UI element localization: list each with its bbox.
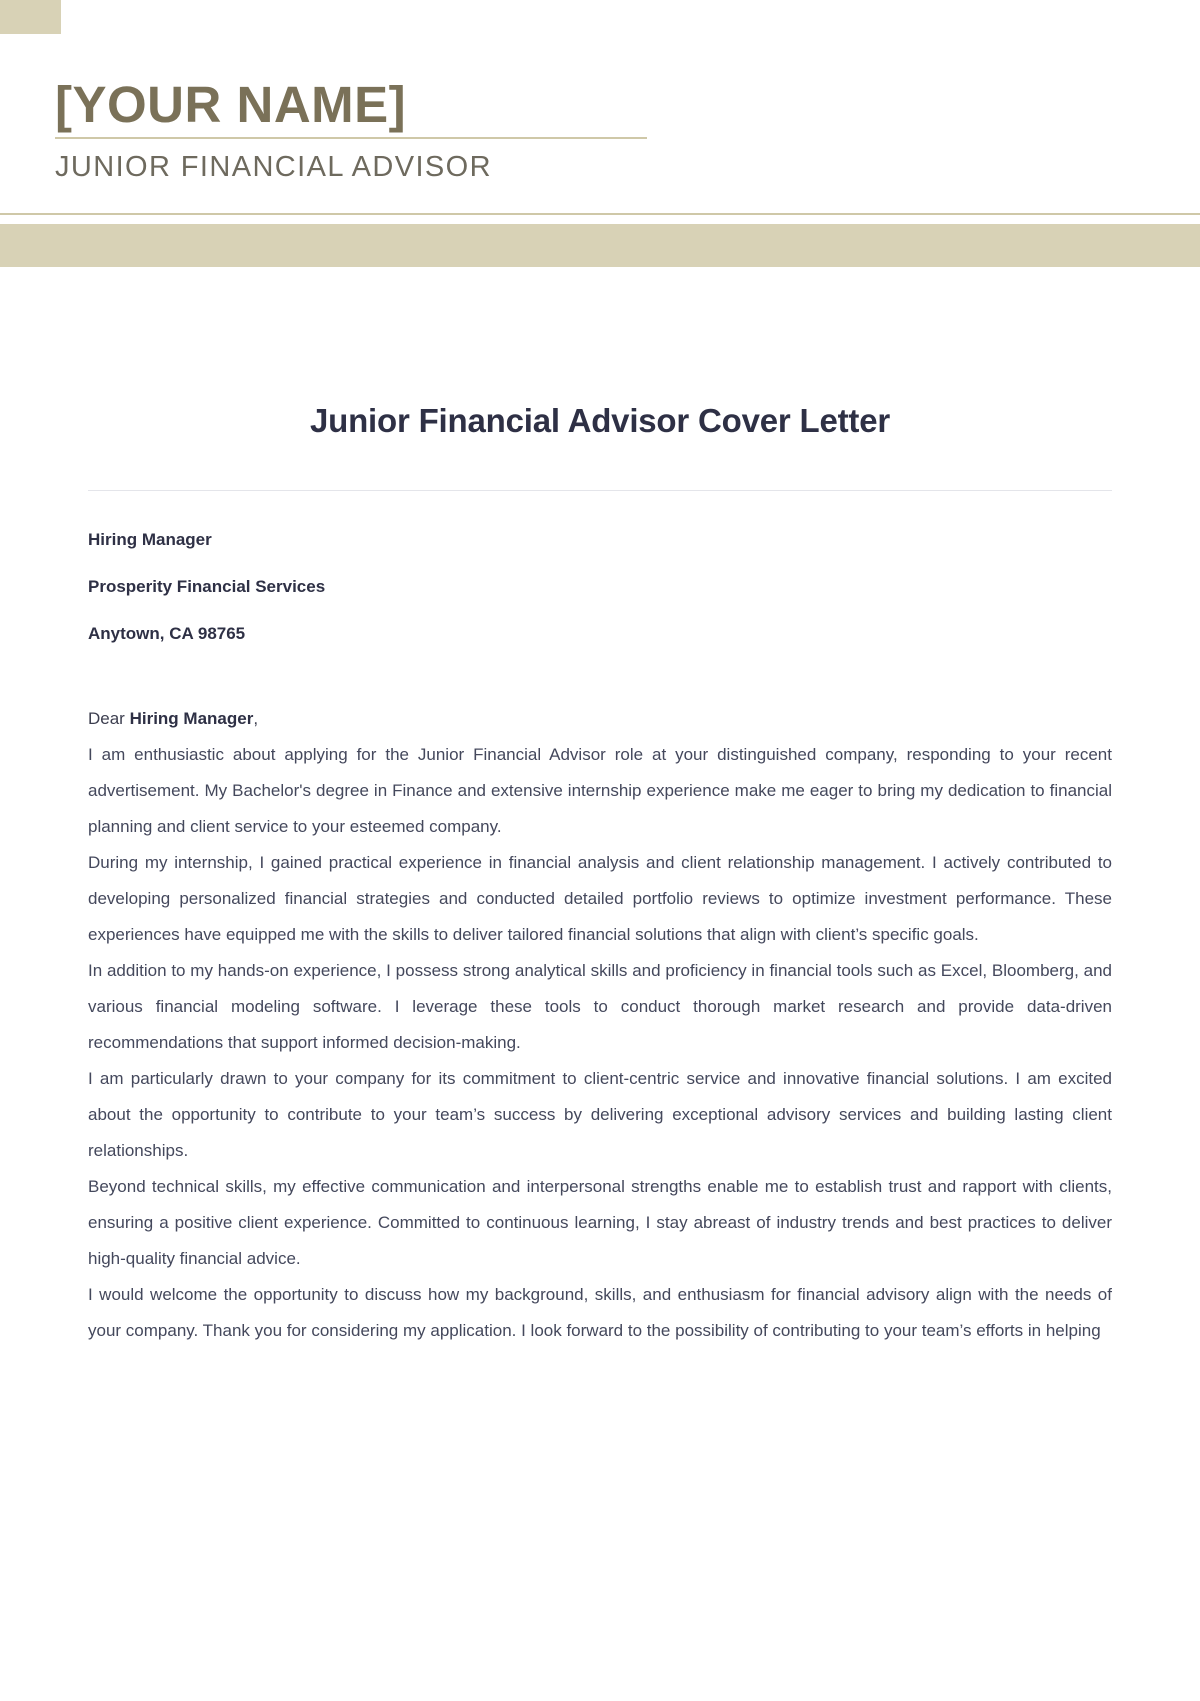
letter-paragraph: I am particularly drawn to your company for its commitment to client-centric service and innovative financial solutions. I am excited about the opportunity to contribute to your team’s success by delivering exceptional advisory services and building lasting client relationships.	[88, 1069, 1112, 1160]
corner-block-icon	[0, 0, 61, 34]
letter-paragraph: Beyond technical skills, my effective communication and interpersonal strengths enable me to establish trust and rapport with clients, ensuring a positive client experience. Committed to continuous learning, I stay abreast of industry trends and best practices to deliver high-quality financial advice.	[88, 1177, 1112, 1268]
header-accent-band-icon	[0, 224, 1200, 267]
letterhead	[0, 0, 1200, 291]
letter-paragraph: I am enthusiastic about applying for the Junior Financial Advisor role at your distinguished company, responding to your recent advertisement. My Bachelor's degree in Finance and extensive internship experience make me eager to bring my dedication to financial planning and client service to your esteemed company.	[88, 745, 1112, 836]
salutation	[88, 701, 1112, 737]
recipient-line: Prosperity Financial Services	[88, 577, 326, 596]
letterhead-identity	[55, 74, 1155, 184]
letter-body	[0, 291, 1200, 1349]
recipient-line: Anytown, CA 98765	[88, 624, 246, 643]
recipient-block	[88, 529, 1112, 645]
header-hairline-icon	[0, 213, 1200, 215]
salutation-prefix: Dear	[88, 709, 130, 728]
page-title: Junior Financial Advisor Cover Letter	[309, 402, 890, 439]
salutation-name: Hiring Manager	[129, 709, 254, 728]
applicant-role: JUNIOR FINANCIAL ADVISOR	[55, 151, 492, 183]
applicant-name: [YOUR NAME]	[55, 76, 407, 133]
letter-paragraph: During my internship, I gained practical experience in financial analysis and client relationship management. I actively contributed to developing personalized financial strategies and conducted detailed portfolio reviews to optimize investment performance. These experiences have equipped me with the skills to deliver tailored financial solutions that align with client’s specific goals.	[88, 853, 1112, 944]
letter-paragraph: In addition to my hands-on experience, I possess strong analytical skills and proficiency in financial tools such as Excel, Bloomberg, and various financial modeling software. I leverage these tools to conduct thorough market research and provide data-driven recommendations that support informed decision-making.	[88, 961, 1112, 1052]
salutation-suffix: ,	[253, 709, 259, 728]
name-row	[55, 74, 1155, 138]
title-divider-icon	[88, 490, 1112, 491]
name-underline-rule-icon	[55, 137, 647, 139]
letter-paragraph: I would welcome the opportunity to discuss how my background, skills, and enthusiasm for financial advisory align with the needs of your company. Thank you for considering my application. I look forward to the possibility of contributing to your team’s efforts in helping	[88, 1285, 1112, 1340]
recipient-line: Hiring Manager	[88, 530, 212, 549]
